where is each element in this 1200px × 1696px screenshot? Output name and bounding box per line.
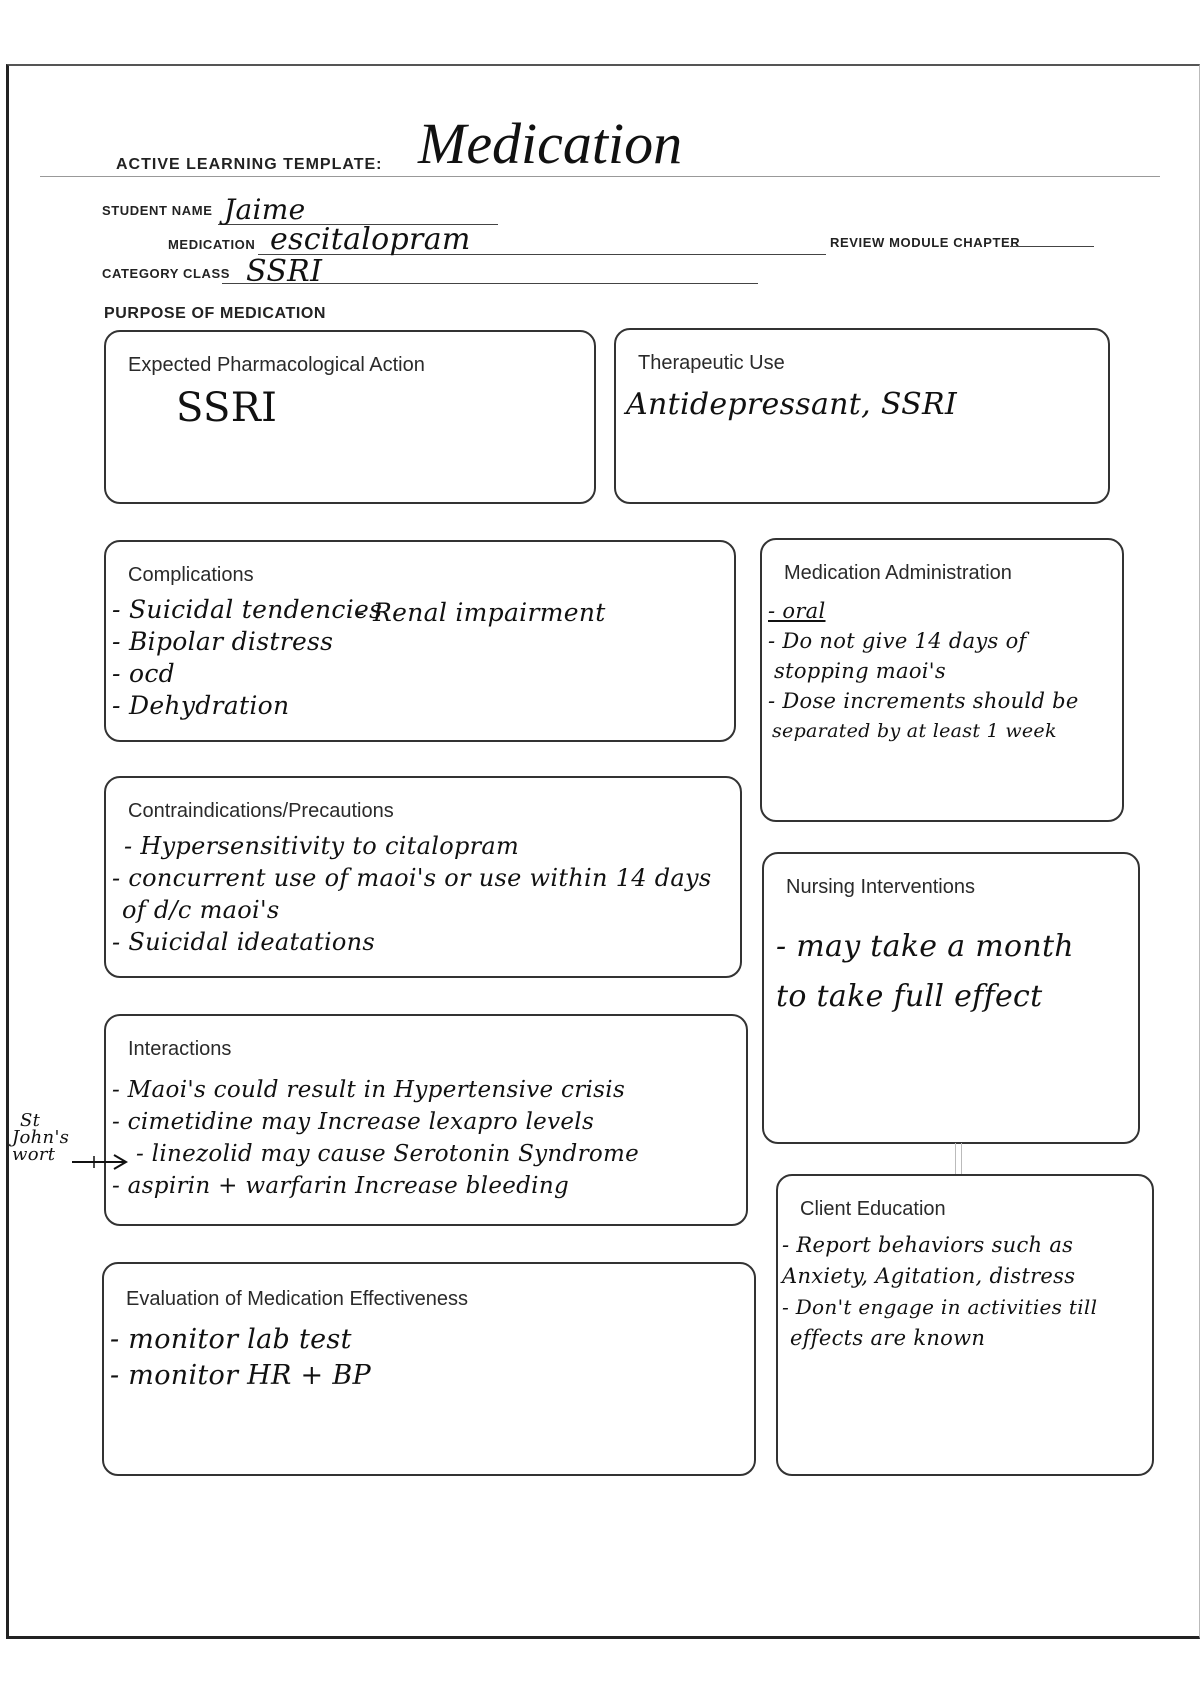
- margin-note-line: John's: [12, 1127, 70, 1148]
- medication-value: escitalopram: [270, 222, 471, 257]
- margin-note-line: St: [20, 1110, 41, 1131]
- client-education-title: Client Education: [800, 1198, 946, 1220]
- margin-arrow-icon: [70, 1152, 130, 1172]
- complications-box: [104, 540, 736, 742]
- contraindication-item: of d/c maoi's: [122, 896, 280, 924]
- nursing-title: Nursing Interventions: [786, 876, 975, 898]
- interaction-item: - aspirin + warfarin Increase bleeding: [112, 1173, 569, 1199]
- margin-note: [12, 1112, 69, 1163]
- evaluation-item: - monitor HR + BP: [110, 1360, 371, 1391]
- interactions-box: [104, 1014, 748, 1226]
- page-title: Medication: [418, 111, 683, 176]
- contraindication-item: - Hypersensitivity to citalopram: [124, 832, 520, 860]
- contraindications-content: [112, 830, 734, 958]
- therapeutic-use-title: Therapeutic Use: [638, 352, 785, 374]
- interactions-content: [112, 1074, 740, 1202]
- client-education-item: - Don't engage in activities till: [782, 1295, 1098, 1319]
- evaluation-content: [110, 1322, 748, 1394]
- nursing-box: [762, 852, 1140, 1144]
- therapeutic-use-box: [614, 328, 1110, 504]
- complication-item: - Dehydration: [112, 691, 290, 720]
- client-education-box: [776, 1174, 1154, 1476]
- evaluation-box: [102, 1262, 756, 1476]
- interaction-item: - cimetidine may Increase lexapro levels: [112, 1109, 595, 1135]
- administration-content: [768, 596, 1116, 746]
- template-prefix: ACTIVE LEARNING TEMPLATE:: [116, 156, 383, 173]
- nursing-item: - may take a month: [776, 929, 1074, 964]
- therapeutic-use-content: [626, 388, 1102, 421]
- interaction-item: - linezolid may cause Serotonin Syndrome: [136, 1141, 640, 1167]
- pharm-action-title: Expected Pharmacological Action: [128, 354, 425, 376]
- administration-item: separated by at least 1 week: [772, 720, 1057, 742]
- complication-item: - Suicidal tendencies: [112, 595, 383, 624]
- contraindication-item: - Suicidal ideatations: [112, 928, 376, 956]
- evaluation-item: - monitor lab test: [110, 1324, 352, 1355]
- administration-item: stopping maoi's: [774, 659, 946, 683]
- header-rule: [40, 176, 1160, 177]
- evaluation-title: Evaluation of Medication Effectiveness: [126, 1288, 469, 1310]
- client-education-item: effects are known: [790, 1326, 986, 1350]
- nursing-item: to take full effect: [776, 979, 1043, 1014]
- pharm-action-box: [104, 330, 596, 504]
- administration-box: [760, 538, 1124, 822]
- box-connector: [955, 1143, 962, 1175]
- administration-title: Medication Administration: [784, 562, 1012, 584]
- complication-item-extra: - Renal impairment: [356, 598, 606, 627]
- pharm-action-content: [176, 386, 588, 430]
- pharm-action-line: SSRI: [176, 385, 278, 431]
- client-education-item: - Report behaviors such as: [782, 1233, 1074, 1257]
- contraindications-box: [104, 776, 742, 978]
- complication-item: - Bipolar distress: [112, 627, 334, 656]
- administration-item: - Do not give 14 days of: [768, 629, 1027, 653]
- category-class-value: SSRI: [246, 254, 323, 289]
- interactions-title: Interactions: [128, 1038, 232, 1060]
- contraindication-item: - concurrent use of maoi's or use within 14 days: [112, 864, 712, 892]
- contraindications-title: Contraindications/Precautions: [128, 800, 394, 822]
- review-module-line: [1010, 246, 1094, 247]
- administration-item: - Dose increments should be: [768, 689, 1079, 713]
- nursing-content: [776, 922, 1132, 1022]
- category-class-label: CATEGORY CLASS: [102, 266, 231, 281]
- student-name-label: STUDENT NAME: [102, 203, 213, 218]
- student-name-value: Jaime: [224, 193, 306, 226]
- medication-label: MEDICATION: [168, 237, 256, 252]
- interaction-item: - Maoi's could result in Hypertensive crisis: [112, 1077, 626, 1103]
- complication-item: - ocd: [112, 659, 175, 688]
- purpose-label: PURPOSE OF MEDICATION: [104, 305, 327, 322]
- client-education-item: Anxiety, Agitation, distress: [782, 1264, 1076, 1288]
- complications-title: Complications: [128, 564, 254, 586]
- review-module-label: REVIEW MODULE CHAPTER: [830, 235, 1021, 250]
- client-education-content: [782, 1230, 1146, 1354]
- margin-note-line: wort: [12, 1144, 56, 1165]
- administration-item: - oral: [768, 599, 826, 623]
- therapeutic-use-line: Antidepressant, SSRI: [626, 387, 958, 422]
